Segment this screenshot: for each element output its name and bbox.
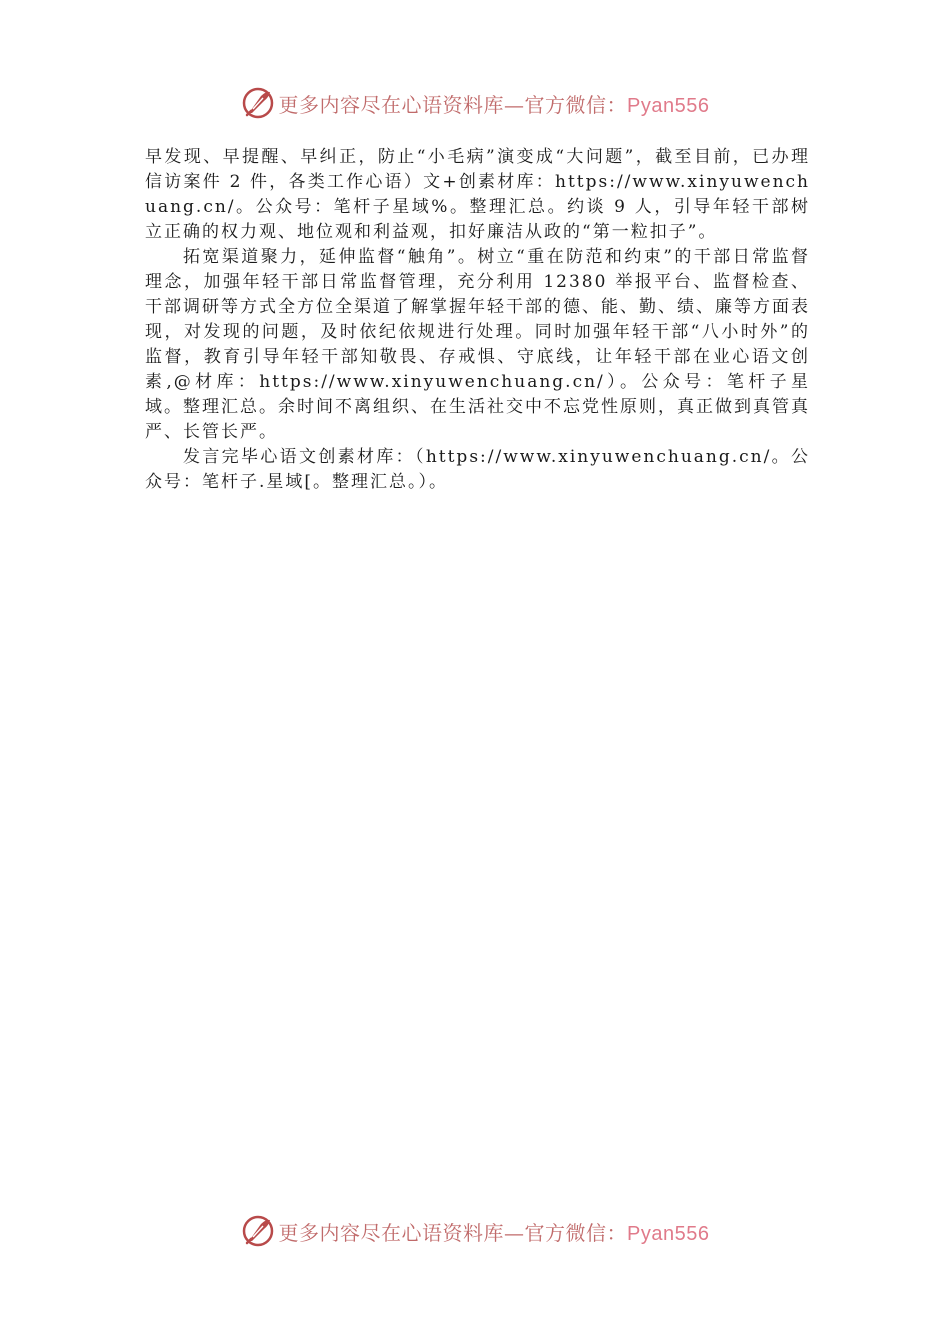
footer-wechat-id: Pyan556 — [627, 1222, 710, 1245]
paragraph-2: 拓宽渠道聚力，延伸监督“触角”。树立“重在防范和约束”的干部日常监督理念，加强年轻干部日常监督管理，充分利用 12380 举报平台、监督检查、干部调研等方式全方位全渠道了解掌握年轻干部的德、能、勤、绩、廉等方面表现，对发现的问题，及时依纪依规进行处理。同时加强年轻干部“八小时外”的监督，教育引导年轻干部知敬畏、存戒惧、守底线，让年轻干部在业心语文创素,@材库：https://www.xinyuwenchuang.cn/）。公众号：笔杆子星域。整理汇总。余时间不离组织、在生活社交中不忘党性原则，真正做到真管真严、长管长严。 — [145, 247, 810, 442]
document-body — [145, 145, 810, 495]
header-banner — [0, 83, 950, 123]
paragraph-3: 发言完毕心语文创素材库：（https://www.xinyuwenchuang.cn/。公众号：笔杆子.星域[。整理汇总。）。 — [145, 447, 810, 492]
quill-pen-logo-icon — [241, 1214, 275, 1248]
header-banner-text: 更多内容尽在心语资料库—官方微信：Pyan556 — [278, 92, 710, 117]
quill-pen-logo-icon — [241, 86, 275, 120]
footer-banner — [0, 1211, 950, 1251]
footer-banner-text: 更多内容尽在心语资料库—官方微信：Pyan556 — [278, 1220, 710, 1245]
paragraph-1: 早发现、早提醒、早纠正，防止“小毛病”演变成“大问题”，截至目前，已办理信访案件 2 件，各类工作心语）文+创素材库：https://www.xinyuwenchuang.cn/。公众号：笔杆子星域%。整理汇总。约谈 9 人，引导年轻干部树立正确的权力观、地位观和利益观，扣好廉洁从政的“第一粒扣子”。 — [145, 147, 810, 242]
header-wechat-id: Pyan556 — [627, 94, 710, 117]
